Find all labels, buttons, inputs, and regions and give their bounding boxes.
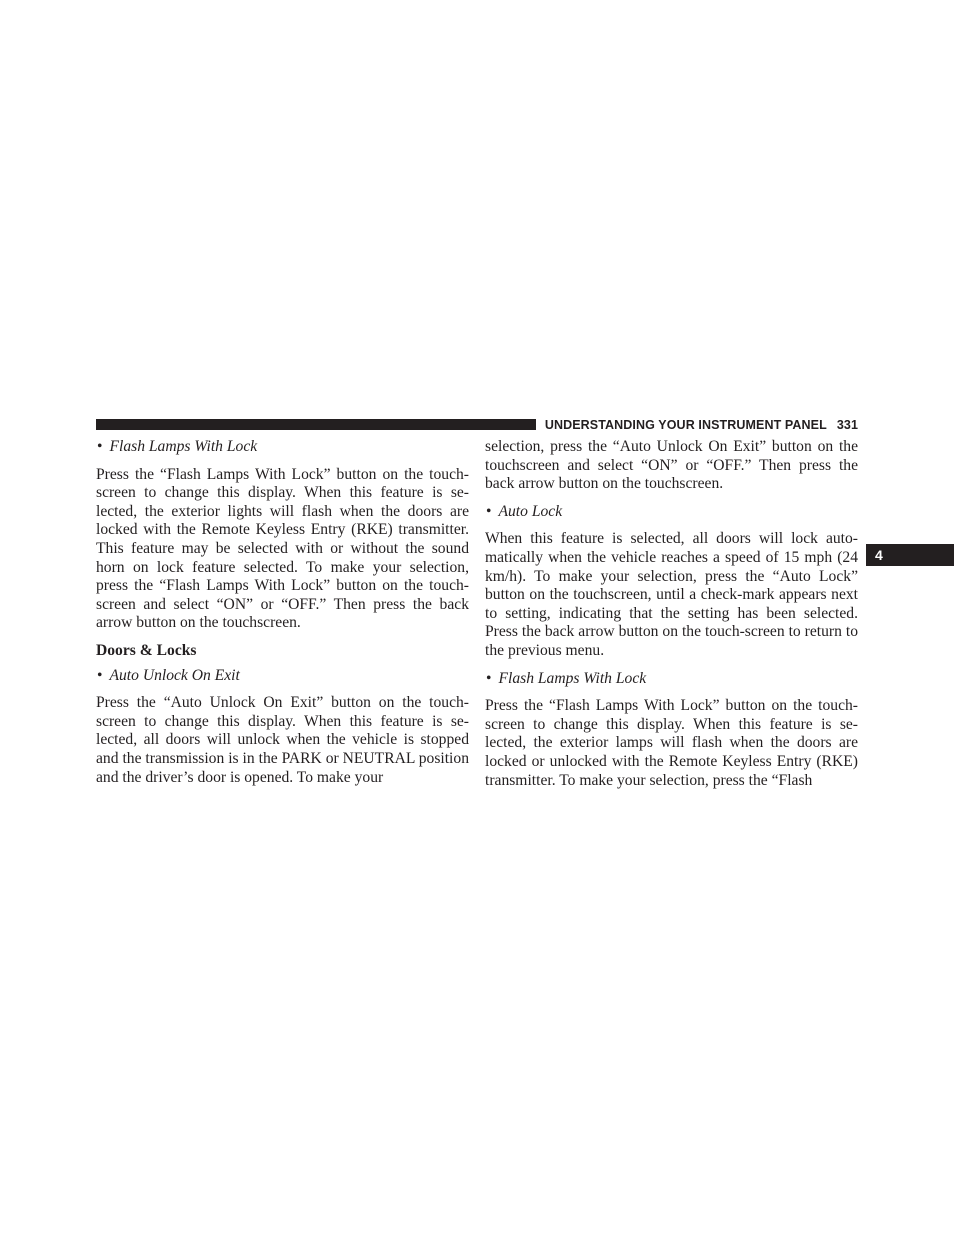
bullet-text: Auto Lock — [498, 502, 563, 520]
right-column — [485, 438, 858, 799]
page-number: 331 — [836, 418, 858, 432]
bullet-glyph: • — [486, 669, 492, 687]
chapter-tab: 4 — [866, 544, 954, 566]
bullet-item — [96, 438, 469, 457]
bullet-glyph: • — [97, 666, 103, 684]
paragraph: Press the “Flash Lamps With Lock” button on the touch-screen to change this display. When this feature is se-lected, the exterior lights will flash when the doors are locked with the Remote Keyless Entry (RKE) transmitter. This feature may be selected with or without the sound horn on lock feature selected. To make your selection, press the “Flash Lamps With Lock” button on the touch-screen and select “ON” or “OFF.” Then press the back arrow button on the touchscreen. — [96, 465, 469, 632]
bullet-text: Flash Lamps With Lock — [498, 669, 647, 687]
bullet-item — [485, 503, 858, 522]
bullet-item — [96, 667, 469, 686]
paragraph: Press the “Auto Unlock On Exit” button on the touch-screen to change this display. When this feature is se-lected, all doors will unlock when the vehicle is stopped and the transmission is in the PARK or NEUTRAL position and the driver’s door is opened. To make your — [96, 694, 469, 786]
paragraph: Press the “Flash Lamps With Lock” button on the touch-screen to change this display. When this feature is se-lected, the exterior lamps will flash when the doors are locked or unlocked with the Remote Keyless Entry (RKE) transmitter. To make your selection, press the “Flash — [485, 697, 858, 789]
bullet-item — [485, 670, 858, 689]
section-title: UNDERSTANDING YOUR INSTRUMENT PANEL — [544, 418, 827, 432]
bullet-text: Flash Lamps With Lock — [109, 438, 258, 455]
paragraph: selection, press the “Auto Unlock On Exit” button on the touchscreen and select “ON” or “OFF.” Then press the back arrow button on the touchscreen. — [485, 438, 858, 493]
bullet-glyph: • — [486, 502, 492, 520]
paragraph: When this feature is selected, all doors will lock auto-matically when the vehicle reaches a speed of 15 mph (24 km/h). To make your selection, press the “Auto Lock” button on the touchscreen, until a check-mark appears next to setting, indicating that the setting has been selected. Press the back arrow button on the touch-screen to return to the previous menu. — [485, 530, 858, 659]
running-header — [545, 416, 858, 434]
left-column — [96, 438, 469, 796]
subheading: Doors & Locks — [96, 641, 197, 659]
bullet-text: Auto Unlock On Exit — [109, 666, 240, 684]
bullet-glyph: • — [97, 438, 103, 455]
header-rule — [96, 419, 536, 430]
